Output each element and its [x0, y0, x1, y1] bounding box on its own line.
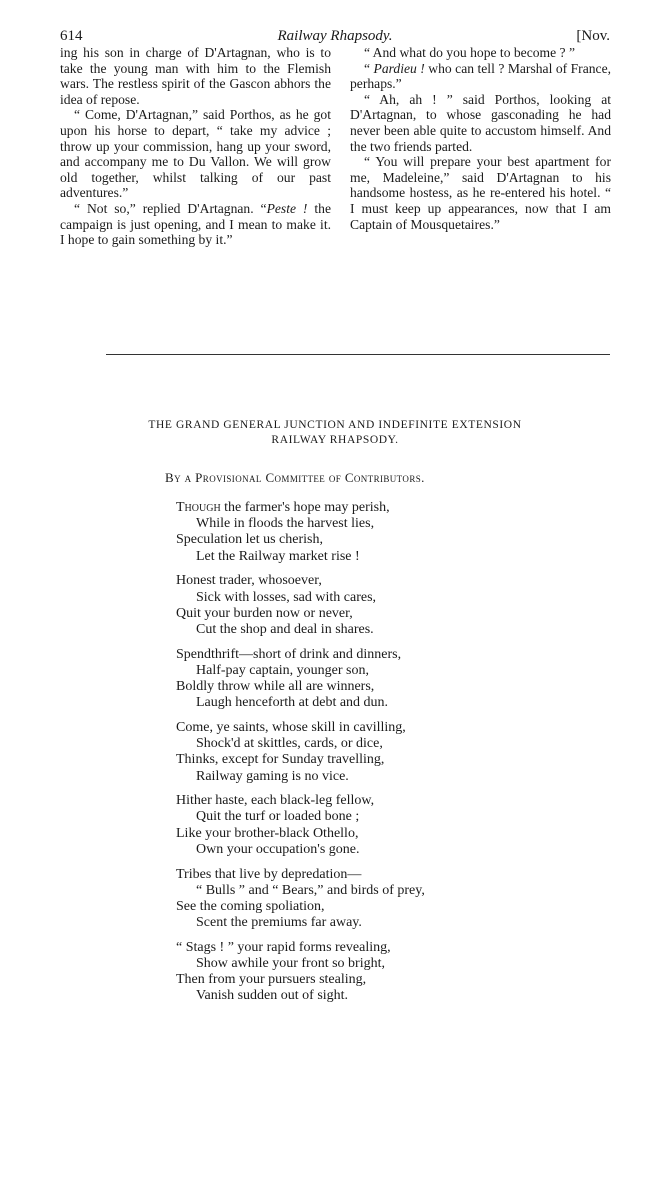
poem-line: Quit your burden now or never, [176, 605, 353, 621]
paragraph [350, 61, 611, 92]
poem-line: Show awhile your front so bright, [196, 956, 385, 972]
stanza [176, 647, 425, 712]
running-title: Railway Rhapsody. [277, 28, 393, 44]
poem-line: Then from your pursuers stealing, [176, 972, 367, 988]
left-column [60, 45, 331, 248]
section-divider [106, 354, 610, 355]
paragraph: “ And what do you hope to become ? ” [364, 45, 576, 60]
poem-line: Half-pay captain, younger son, [196, 662, 369, 678]
paragraph: ing his son in charge of D'Artagnan, who is to take the young man with him to the Flemish wars. The restless spirit of the Gascon abhors the idea of repose. [60, 45, 331, 107]
poem-line: Let the Railway market rise ! [196, 548, 360, 564]
right-column [350, 45, 611, 232]
poem-line: Like your brother-black Othello, [176, 825, 359, 841]
stanza [176, 940, 425, 1005]
poem-line: Own your occupation's gone. [196, 841, 360, 857]
poem-title-line1: THE GRAND GENERAL JUNCTION AND INDEFINITE EXTENSION [148, 419, 522, 431]
italic-text: Pardieu ! [373, 60, 425, 76]
text-run: who can tell ? Marshal of France, perhaps.” [350, 60, 611, 92]
poem-line: Shock'd at skittles, cards, or dice, [196, 736, 383, 752]
poem-line: Quit the turf or loaded bone ; [196, 809, 360, 825]
drop-word: Though [176, 500, 221, 515]
text-run: “ Not so,” replied D'Artagnan. “ [74, 200, 267, 216]
paragraph: “ Come, D'Artagnan,” said Porthos, as he got upon his horse to depart, “ take my advice ; throw up your commission, hang up your sword, and accompany me to Du Vallon. We will grow old together, whilst talking of our past adventures.” [60, 107, 331, 201]
paragraph: “ Ah, ah ! ” said Porthos, looking at D'Artagnan, to whose gasconading he had never been able quite to accustom himself. And the two friends parted. [350, 91, 611, 154]
poem-line: Spendthrift—short of drink and dinners, [176, 646, 402, 662]
poem-line: Laugh henceforth at debt and dun. [196, 695, 389, 711]
italic-text: Peste ! [266, 200, 308, 216]
text-run: “ [364, 60, 371, 76]
poem-line: While in floods the harvest lies, [196, 516, 375, 532]
stanza [176, 720, 425, 785]
poem-line: “ Bulls ” and “ Bears,” and birds of prey, [196, 882, 425, 898]
poem-line: Boldly throw while all are winners, [176, 679, 375, 695]
text-run: the campaign is just opening, and I mean to make it. I hope to gain something by it.” [60, 200, 331, 248]
poem-line: Hither haste, each black-leg fellow, [176, 793, 375, 809]
page-number: 614 [60, 28, 83, 44]
stanza [176, 867, 425, 932]
stanza [176, 500, 425, 565]
poem-line: Tribes that live by depredation— [176, 866, 362, 882]
poem-line: “ Stags ! ” your rapid forms revealing, [176, 939, 391, 955]
paragraph: “ You will prepare your best apartment for me, Madeleine,” said D'Artagnan to his handsome hostess, as he re-entered his hotel. “ I must keep up appearances, now that I am Captain of Mousquetaires.” [350, 154, 611, 232]
poem-line: Though the farmer's hope may perish, [176, 500, 390, 515]
poem-line: Sick with losses, sad with cares, [196, 589, 377, 605]
poem-line: Scent the premiums far away. [196, 915, 362, 931]
poem-line: See the coming spoliation, [176, 898, 325, 914]
poem-body [176, 500, 425, 1013]
poem-line: Thinks, except for Sunday travelling, [176, 752, 385, 768]
poem-line: Honest trader, whosoever, [176, 573, 322, 589]
header-month: [Nov. [576, 28, 610, 44]
poem-byline: By a Provisional Committee of Contributors. [165, 470, 425, 485]
poem-line: Come, ye saints, whose skill in cavilling, [176, 719, 406, 735]
paragraph [60, 201, 331, 248]
poem-title-line2: RAILWAY RHAPSODY. [271, 434, 399, 446]
poem-line: Speculation let us cherish, [176, 532, 323, 548]
poem-line: Railway gaming is no vice. [196, 768, 349, 784]
poem-line: Vanish sudden out of sight. [196, 988, 349, 1004]
stanza [176, 793, 425, 858]
poem-line: Cut the shop and deal in shares. [196, 621, 374, 637]
stanza [176, 573, 425, 638]
